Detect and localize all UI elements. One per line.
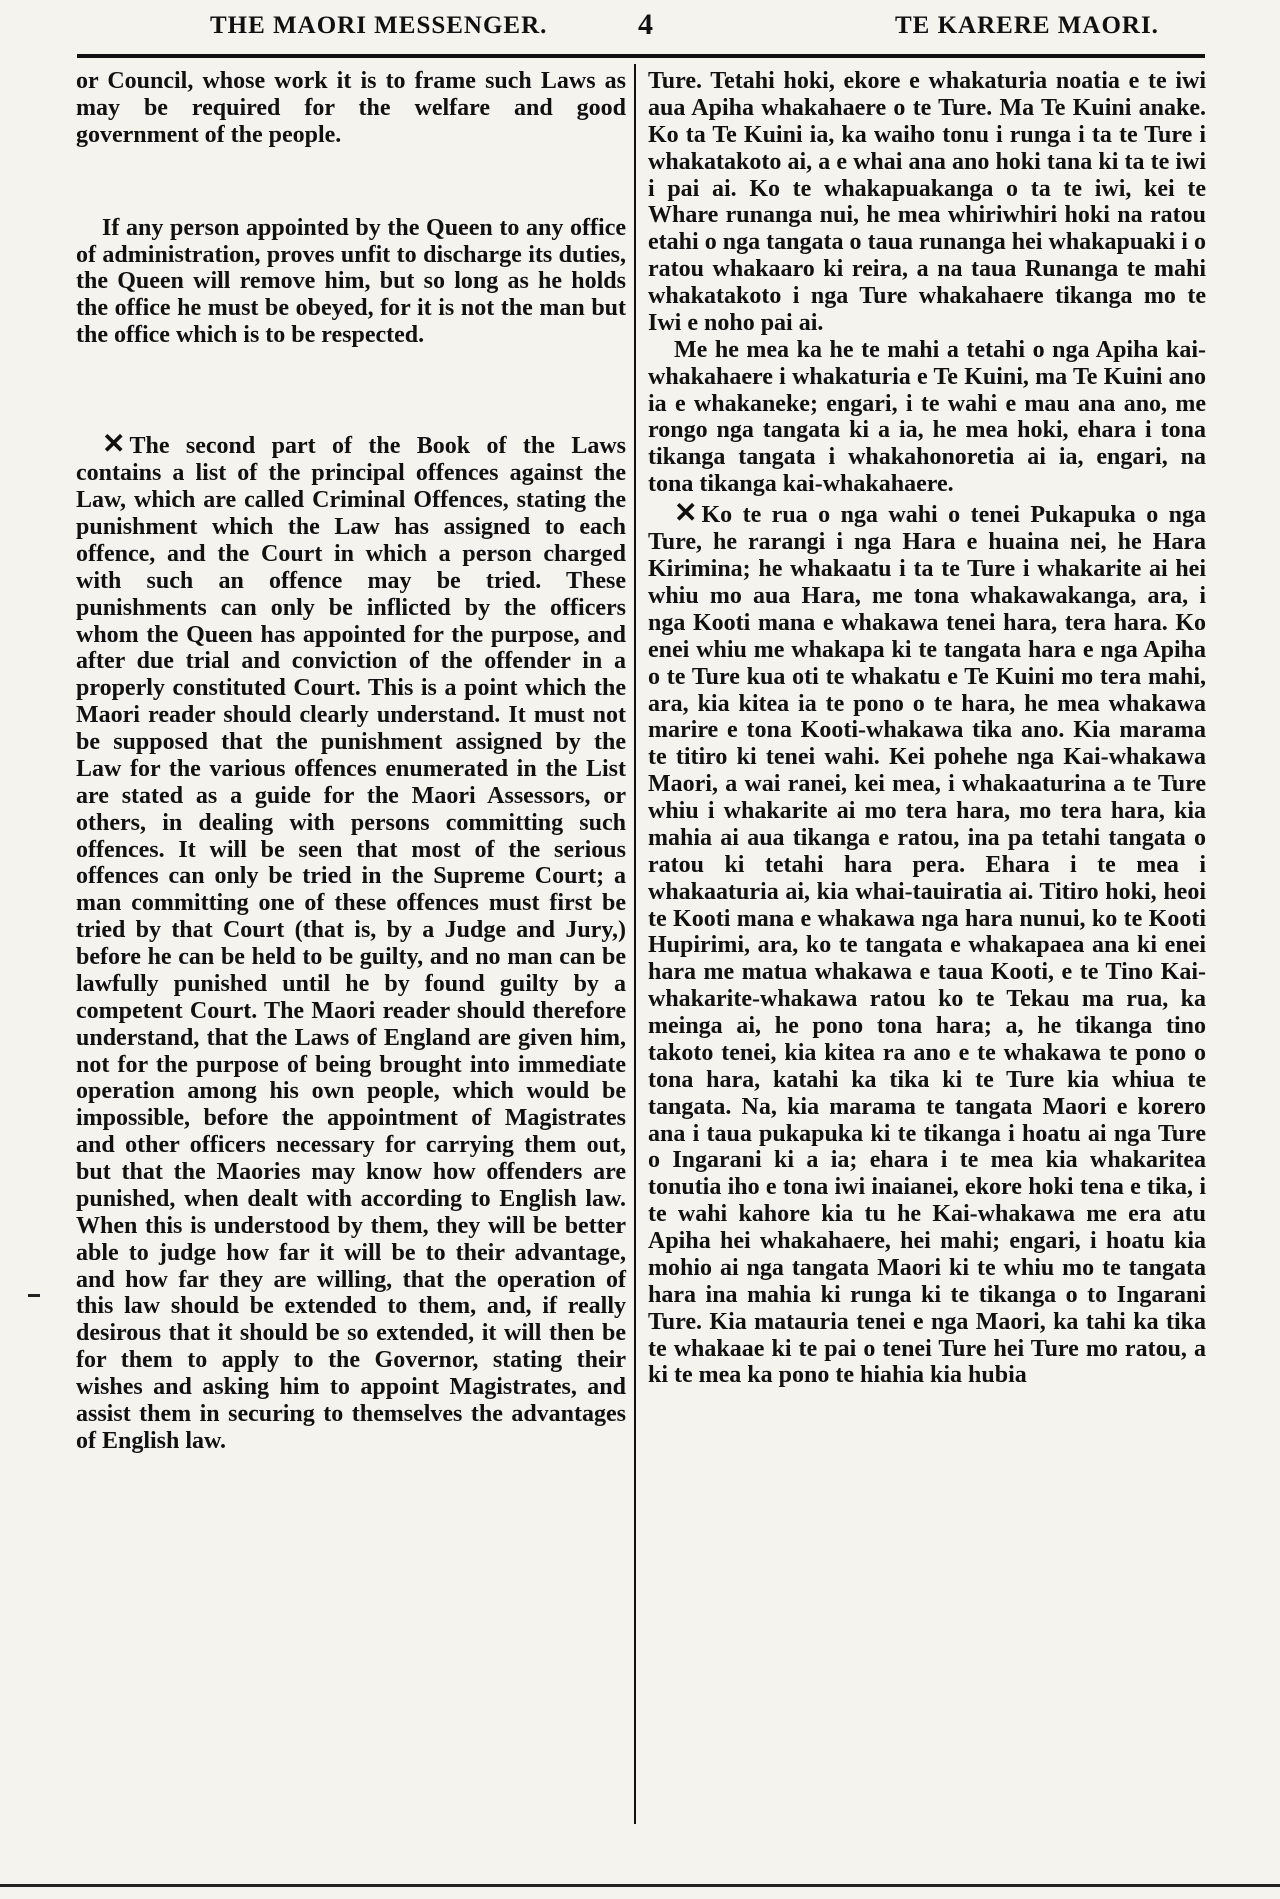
top-rule [77,54,1205,58]
maori-paragraph-3-text: Ko te rua o nga wahi o tenei Pukapuka o nga Ture, he rarangi i nga Hara e huaina nei, he Hara Kirimina; he whakaatu i ta te Ture i whakarite ai hei whiu mo aua Hara, me tona whakawakanga, ara, i nga Kooti mana e whakawa tenei hara, tera hara. Ko enei whiu me whakapa ki te tangata hara e nga Apiha o te Ture kua oti te whakatu e Te Kuini mo tera mahi, ara, kia kitea ia te pono o te hara, he mea whakawa marire e tona Kooti-whakawa tika ano. Kia marama te titiro ki tenei wahi. Kei pohehe nga Kai-whakawa Maori, a wai ranei, kei mea, i whakaaturina a te Ture whiu i whakarite ai mo tera hara, mo tera hara, kia mahia ai aua tikanga e ratou, ina pa tetahi tangata o ratou ki tetahi hara pera. Ehara i te mea i whakaaturia ai, kia whai-tauiratia ai. Titiro hoki, heoi te Kooti mana e whakawa nga hara nunui, ko te Kooti Hupirimi, ara, ko te tangata e whakapaea ana ki enei hara me matua whakawa e taua Kooti, e te Tino Kai-whakarite-whakawa ratou ko te Tekau ma rua, ka meinga ai, he pono tona hara; a, he tikanga tino takoto tenei, kia kitea ra ano e te whakawa te pono o tona hara, katahi ka tika ki te Ture kia whiua te tangata. Na, kia marama te tangata Maori e korero ana i taua pukapuka ki te tikanga i hoatu ai nga Ture o Ingarani ki a ia; ehara i te mea kia whakaritea tonutia iho e tona iwi inaianei, ekore hoki tena e tika, i te wahi kahore kia tu he Kai-whakawa me era atu Apiha hei whakahaere, hei mahi; engari, i hoatu kia mohio ai nga tangata Maori ki te whiu mo te tangata hara ina mahia ki runga ki te tikanga o to Ingarani Ture. Kia matauria tenei e nga Maori, ka tahi ka tika te whakaae ki te pai o tenei Ture hei Ture mo ratou, a ki te mea ka pono te hiahia kia hubia [648,502,1206,1389]
english-paragraph-3-text: The second part of the Book of the Laws contains a list of the principal offences against the Law, which are called Criminal Offences, stating the punishment which the Law has assigned to each offence, and the Court in which a person charged with such an offence may be tried. These punishments can only be inflicted by the officers whom the Queen has appointed for the purpose, and after due trial and conviction of the offender in a properly constituted Court. This is a point which the Maori reader should clearly understand. It must not be supposed that the punishment assigned by the Law for the various offences enumerated in the List are stated as a guide for the Maori Assessors, or others, in dealing with persons committing such offences. It will be seen that most of the serious offences can only be tried in the Supreme Court; a man committing one of these offences must first be tried by that Court (that is, by a Judge and Jury,) before he can be held to be guilty, and no man can be lawfully punished until he by found guilty by a competent Court. The Maori reader should therefore understand, that the Laws of England are given him, not for the purpose of being brought into immediate operation among his own people, which would be impossible, before the appointment of Magistrates and other officers necessary for carrying them out, but that the Maories may know how offenders are punished, when dealt with according to English law. When this is understood by them, they will be better able to judge how far it will be to their advantage, and how far they are willing, that the operation of this law should be extended to them, and, if really desirous that it should be so extended, it will then be for them to apply to the Governor, stating their wishes and asking him to appoint Magistrates, and assist them in securing to themselves the advantages of English law. [76,433,626,1454]
english-paragraph-2: If any person appointed by the Queen to any office of administration, proves unfit to discharge its duties, the Queen will remove him, but so long as he holds the office he must be obeyed, for it is not the man but the office which is to be respected. [76,214,626,349]
margin-mark [28,1294,40,1297]
maori-paragraph-3 [648,498,1206,1389]
column-divider [634,64,636,1824]
masthead-title-english: THE MAORI MESSENGER. [210,12,548,39]
bottom-rule [0,1884,1280,1887]
section-mark-icon: ✕ [674,498,698,529]
maori-paragraph-1: Ture. Tetahi hoki, ekore e whakaturia noatia e te iwi aua Apiha whakahaere o te Ture. Ma Te Kuini anake. Ko ta Te Kuini ia, ka waiho tonu i runga i ta te Ture i whakatakoto ai, a e whai ana ano hoki tana ki ta te iwi i pai ai. Ko te whakapuakanga o ta te iwi, kei te Whare runanga nui, he mea whiriwhiri hoki na ratou etahi o nga tangata o taua runanga hei whakapuaki i o ratou whakaaro ki reira, a na taua Runanga te mahi whakatakoto i nga Ture whakahaere tikanga mo te Iwi e noho pai ai. [648,68,1206,336]
english-column [76,68,626,1455]
section-mark-icon: ✕ [102,429,126,460]
maori-column [648,68,1206,1389]
english-paragraph-1: or Council, whose work it is to frame such Laws as may be required for the welfare and good government of the people. [76,68,626,148]
masthead [150,6,1180,50]
maori-paragraph-2: Me he mea ka he te mahi a tetahi o nga Apiha kai-whakahaere i whakaturia e Te Kuini, ma Te Kuini ano ia e whakaneke; engari, i te wahi e mau ana ano, me rongo nga tangata ki a ia, he mea hoki, ehara i tona tikanga tangata i whakahonoretia ai ia, engari, na tona tikanga kai-whakahaere. [648,336,1206,498]
page-number: 4 [638,8,654,41]
english-paragraph-3 [76,429,626,1455]
masthead-title-maori: TE KARERE MAORI. [895,12,1159,39]
